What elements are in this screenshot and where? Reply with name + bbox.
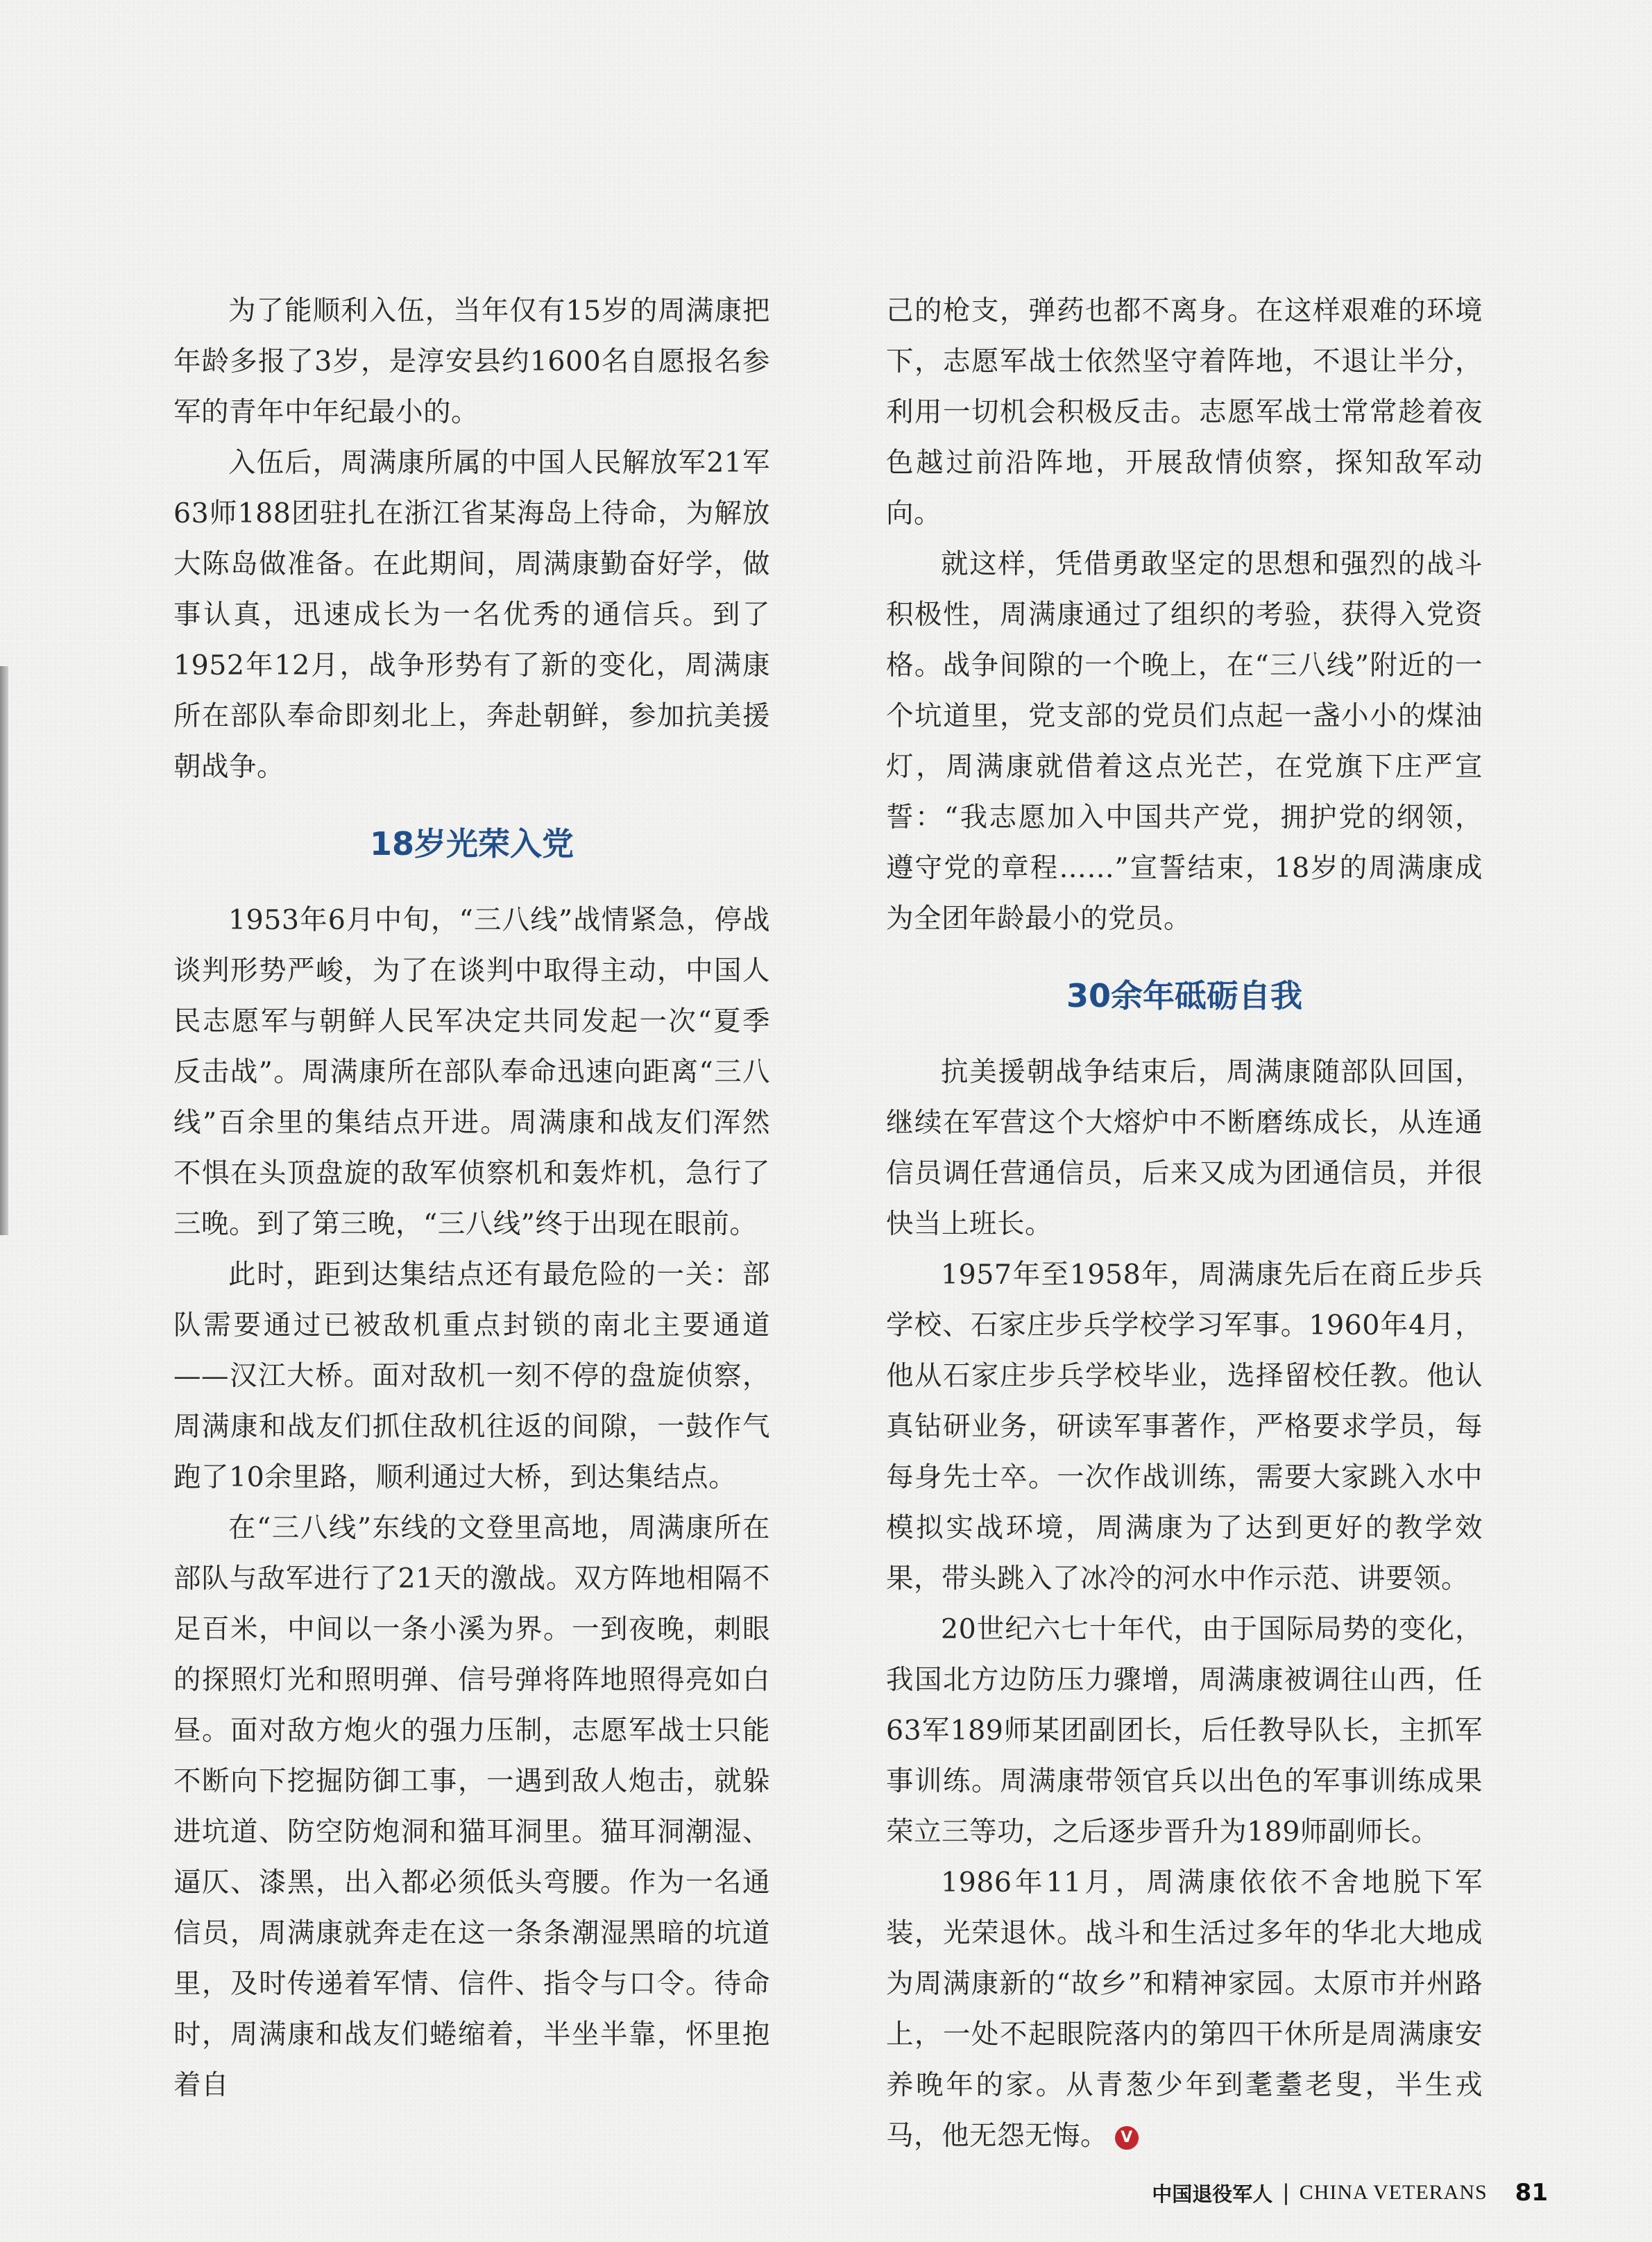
body-paragraph: 在“三八线”东线的文登里高地，周满康所在部队与敌军进行了21天的激战。双方阵地相隔不足百米，中间以一条小溪为界。一到夜晚，刺眼的探照灯光和照明弹、信号弹将阵地照得亮如白昼。面对敌方炮火的强力压制，志愿军战士只能不断向下挖掘防御工事，一遇到敌人炮击，就躲进坑道、防空防炮洞和猫耳洞里。猫耳洞潮湿、逼仄、漆黑，出入都必须低头弯腰。作为一名通信员，周满康就奔走在这一条条潮湿黑暗的坑道里，及时传递着军情、信件、指令与口令。待命时，周满康和战友们蜷缩着，半坐半靠，怀里抱着自 [173,1512,770,2101]
body-paragraph: 抗美援朝战争结束后，周满康随部队回国，继续在军营这个大熔炉中不断磨练成长，从连通信员调任营通信员，后来又成为团通信员，并很快当上班长。 [886,1056,1483,1240]
body-paragraph: 就这样，凭借勇敢坚定的思想和强烈的战斗积极性，周满康通过了组织的考验，获得入党资格。战争间隙的一个晚上，在“三八线”附近的一个坑道里，党支部的党员们点起一盏小小的煤油灯，周满康就借着这点光芒，在党旗下庄严宣誓：“我志愿加入中国共产党，拥护党的纲领，遵守党的章程……”宣誓结束，18岁的周满康成为全团年龄最小的党员。 [886,548,1483,935]
section-heading: 18岁光荣入党 [369,825,574,863]
section-heading: 30余年砥砺自我 [1066,977,1302,1014]
right-column [886,286,1483,2162]
page-number: 81 [1515,2179,1548,2207]
magazine-name-chinese: 中国退役军人 [1152,2182,1273,2206]
magazine-name-english: CHINA VETERANS [1299,2181,1488,2204]
body-paragraph: 入伍后，周满康所属的中国人民解放军21军63师188团驻扎在浙江省某海岛上待命，为解放大陈岛做准备。在此期间，周满康勤奋好学，做事认真，迅速成长为一名优秀的通信兵。到了1952年12月，战争形势有了新的变化，周满康所在部队奉命即刻北上，奔赴朝鲜，参加抗美援朝战争。 [173,447,770,783]
page-edge-strip [0,666,8,1235]
body-paragraph: 1953年6月中旬，“三八线”战情紧急，停战谈判形势严峻，为了在谈判中取得主动，中国人民志愿军与朝鲜人民军决定共同发起一次“夏季反击战”。周满康所在部队奉命迅速向距离“三八线”百余里的集结点开进。周满康和战友们浑然不惧在头顶盘旋的敌军侦察机和轰炸机，急行了三晚。到了第三晚，“三八线”终于出现在眼前。 [173,904,770,1240]
body-paragraph-last [886,1858,1483,2162]
page-footer [1152,2175,1548,2210]
body-paragraph: 此时，距到达集结点还有最危险的一关：部队需要通过已被敌机重点封锁的南北主要通道——汉江大桥。面对敌机一刻不停的盘旋侦察，周满康和战友们抓住敌机往返的间隙，一鼓作气跑了10余里路，顺利通过大桥，到达集结点。 [173,1259,770,1493]
left-column [173,286,770,2111]
body-paragraph: 为了能顺利入伍，当年仅有15岁的周满康把年龄多报了3岁，是淳安县约1600名自愿报名参军的青年中年纪最小的。 [173,295,770,428]
body-paragraph: 己的枪支，弹药也都不离身。在这样艰难的环境下，志愿军战士依然坚守着阵地，不退让半分，利用一切机会积极反击。志愿军战士常常趁着夜色越过前沿阵地，开展敌情侦察，探知敌军动向。 [886,295,1483,529]
footer-separator: | [1282,2180,1290,2205]
article-end-icon: V [1115,2126,1139,2150]
body-paragraph-text: 1986年11月，周满康依依不舍地脱下军装，光荣退休。战斗和生活过多年的华北大地成为周满康新的“故乡”和精神家园。太原市并州路上，一处不起眼院落内的第四干休所是周满康安养晚年的家。从青葱少年到耄耋老叟，半生戎马，他无怨无悔。 [886,1867,1483,2152]
body-paragraph: 20世纪六七十年代，由于国际局势的变化，我国北方边防压力骤增，周满康被调往山西，任63军189师某团副团长，后任教导队长，主抓军事训练。周满康带领官兵以出色的军事训练成果荣立三等功，之后逐步晋升为189师副师长。 [886,1613,1483,1848]
body-paragraph: 1957年至1958年，周满康先后在商丘步兵学校、石家庄步兵学校学习军事。1960年4月，他从石家庄步兵学校毕业，选择留校任教。他认真钻研业务，研读军事著作，严格要求学员，每每身先士卒。一次作战训练，需要大家跳入水中模拟实战环境，周满康为了达到更好的教学效果，带头跳入了冰冷的河水中作示范、讲要领。 [886,1259,1483,1595]
